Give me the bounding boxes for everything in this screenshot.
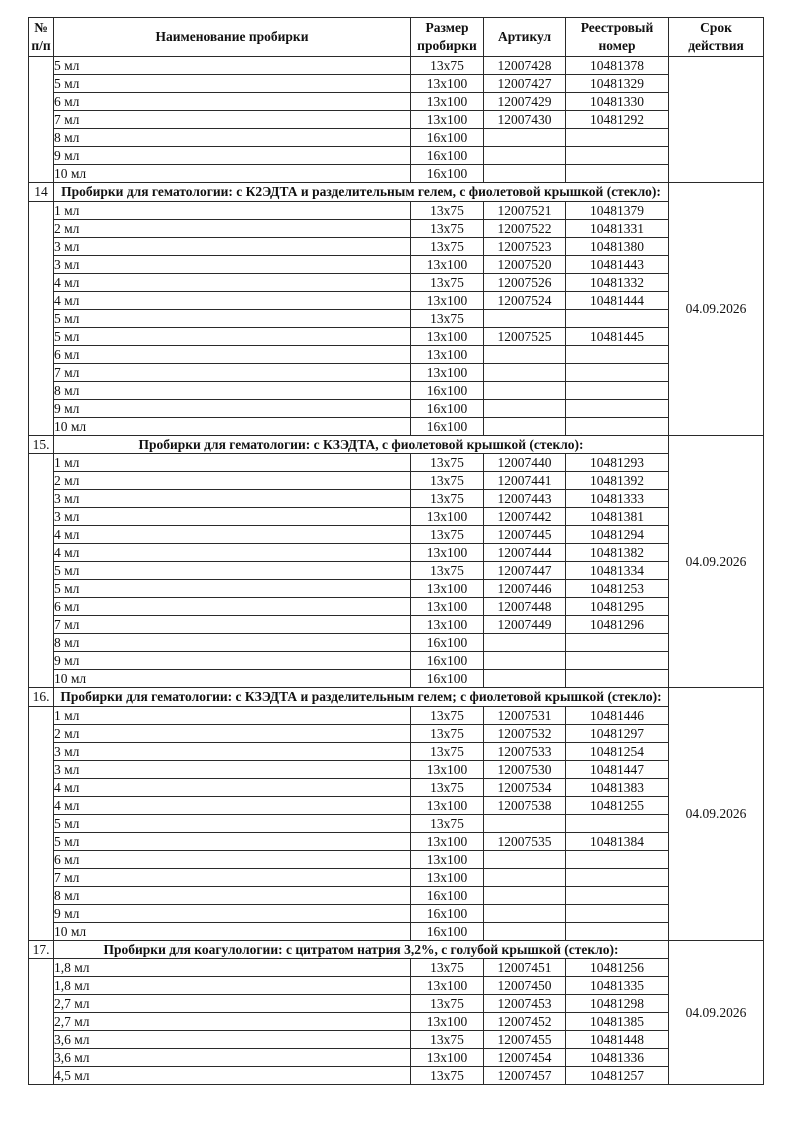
tube-name-cell: 1,8 мл — [54, 959, 411, 977]
tube-size-cell: 16x100 — [411, 165, 484, 183]
article-cell: 12007450 — [484, 977, 566, 995]
article-cell: 12007535 — [484, 832, 566, 850]
tube-size-cell: 13x100 — [411, 363, 484, 381]
section-number-cell: 15. — [29, 435, 54, 454]
table-row — [29, 57, 764, 75]
tube-name-cell: 1,8 мл — [54, 977, 411, 995]
article-cell: 12007522 — [484, 219, 566, 237]
tube-name-cell: 9 мл — [54, 399, 411, 417]
tube-size-cell: 13x75 — [411, 959, 484, 977]
tube-name-cell: 3 мл — [54, 508, 411, 526]
article-cell: 12007429 — [484, 93, 566, 111]
registry-cell: 10481298 — [566, 995, 669, 1013]
tube-name-cell: 6 мл — [54, 93, 411, 111]
table-row — [29, 1013, 764, 1031]
article-cell: 12007442 — [484, 508, 566, 526]
table-row — [29, 598, 764, 616]
row-number-cell — [29, 454, 54, 688]
tube-size-cell: 13x75 — [411, 1031, 484, 1049]
article-cell — [484, 886, 566, 904]
article-cell — [484, 381, 566, 399]
tube-size-cell: 13x75 — [411, 237, 484, 255]
article-cell: 12007449 — [484, 616, 566, 634]
section-title-cell: Пробирки для гематологии: с КЗЭДТА, с фиолетовой крышкой (стекло): — [54, 435, 669, 454]
tube-size-cell: 13x100 — [411, 616, 484, 634]
article-cell — [484, 363, 566, 381]
tube-size-cell: 13x100 — [411, 291, 484, 309]
table-row — [29, 959, 764, 977]
article-cell: 12007440 — [484, 454, 566, 472]
article-cell: 12007454 — [484, 1049, 566, 1067]
tube-name-cell: 7 мл — [54, 616, 411, 634]
table-row — [29, 75, 764, 93]
tube-name-cell: 2,7 мл — [54, 995, 411, 1013]
validity-cell — [669, 57, 764, 183]
article-cell — [484, 417, 566, 435]
row-number-cell — [29, 959, 54, 1085]
table-row — [29, 147, 764, 165]
tube-size-cell: 13x100 — [411, 327, 484, 345]
registry-cell: 10481293 — [566, 454, 669, 472]
tube-name-cell: 5 мл — [54, 57, 411, 75]
registry-cell: 10481446 — [566, 706, 669, 724]
table-row — [29, 129, 764, 147]
validity-cell: 04.09.2026 — [669, 688, 764, 941]
tube-name-cell: 8 мл — [54, 381, 411, 399]
registry-cell: 10481443 — [566, 255, 669, 273]
article-cell — [484, 814, 566, 832]
tube-size-cell: 13x75 — [411, 273, 484, 291]
table-row — [29, 995, 764, 1013]
tube-size-cell: 16x100 — [411, 922, 484, 940]
table-row — [29, 472, 764, 490]
registry-cell: 10481380 — [566, 237, 669, 255]
registry-cell: 10481447 — [566, 760, 669, 778]
tube-size-cell: 13x75 — [411, 219, 484, 237]
table-row — [29, 886, 764, 904]
section-number-cell: 16. — [29, 688, 54, 707]
validity-cell: 04.09.2026 — [669, 940, 764, 1085]
section-title-cell: Пробирки для гематологии: с КЗЭДТА и разделительным гелем; с фиолетовой крышкой (стекло): — [54, 688, 669, 707]
table-row — [29, 255, 764, 273]
registry-cell: 10481255 — [566, 796, 669, 814]
tube-name-cell: 9 мл — [54, 147, 411, 165]
table-row — [29, 796, 764, 814]
tube-name-cell: 4 мл — [54, 778, 411, 796]
registry-cell — [566, 399, 669, 417]
registry-cell — [566, 129, 669, 147]
registry-cell: 10481295 — [566, 598, 669, 616]
table-row — [29, 273, 764, 291]
registry-cell — [566, 850, 669, 868]
section-title-cell: Пробирки для гематологии: с К2ЭДТА и разделительным гелем, с фиолетовой крышкой (стекло): — [54, 183, 669, 202]
tube-size-cell: 13x75 — [411, 309, 484, 327]
tube-name-cell: 5 мл — [54, 814, 411, 832]
table-row — [29, 742, 764, 760]
tube-name-cell: 3 мл — [54, 742, 411, 760]
registry-cell: 10481378 — [566, 57, 669, 75]
table-row — [29, 1067, 764, 1085]
table-row — [29, 237, 764, 255]
registry-cell: 10481336 — [566, 1049, 669, 1067]
article-cell: 12007530 — [484, 760, 566, 778]
registry-cell — [566, 309, 669, 327]
tube-size-cell: 13x75 — [411, 490, 484, 508]
tube-size-cell: 13x100 — [411, 868, 484, 886]
tube-size-cell: 13x75 — [411, 742, 484, 760]
tube-size-cell: 16x100 — [411, 381, 484, 399]
tube-size-cell: 16x100 — [411, 634, 484, 652]
article-cell: 12007533 — [484, 742, 566, 760]
registry-cell: 10481331 — [566, 219, 669, 237]
registry-cell — [566, 634, 669, 652]
table-row — [29, 381, 764, 399]
validity-cell: 04.09.2026 — [669, 435, 764, 688]
header-size: Размер пробирки — [411, 18, 484, 57]
article-cell: 12007441 — [484, 472, 566, 490]
table-row — [29, 526, 764, 544]
tube-size-cell: 16x100 — [411, 129, 484, 147]
tube-size-cell: 13x100 — [411, 760, 484, 778]
article-cell — [484, 922, 566, 940]
tube-size-cell: 13x100 — [411, 598, 484, 616]
registry-cell: 10481384 — [566, 832, 669, 850]
registry-cell — [566, 381, 669, 399]
tube-size-cell: 13x100 — [411, 111, 484, 129]
table-row — [29, 201, 764, 219]
section-title-row — [29, 940, 764, 959]
tube-size-cell: 16x100 — [411, 670, 484, 688]
tube-size-cell: 13x100 — [411, 580, 484, 598]
tube-name-cell: 3 мл — [54, 237, 411, 255]
registry-cell: 10481330 — [566, 93, 669, 111]
tube-name-cell: 10 мл — [54, 670, 411, 688]
registry-cell: 10481329 — [566, 75, 669, 93]
article-cell: 12007448 — [484, 598, 566, 616]
registry-cell — [566, 670, 669, 688]
table-row — [29, 616, 764, 634]
tube-size-cell: 13x100 — [411, 345, 484, 363]
table-row — [29, 562, 764, 580]
table-row — [29, 904, 764, 922]
article-cell — [484, 904, 566, 922]
table-row — [29, 1049, 764, 1067]
registry-cell: 10481296 — [566, 616, 669, 634]
article-cell — [484, 399, 566, 417]
article-cell: 12007457 — [484, 1067, 566, 1085]
section-number-cell: 14 — [29, 183, 54, 202]
tube-name-cell: 3 мл — [54, 490, 411, 508]
tube-size-cell: 13x100 — [411, 1013, 484, 1031]
tube-name-cell: 6 мл — [54, 345, 411, 363]
article-cell — [484, 652, 566, 670]
tube-name-cell: 3 мл — [54, 760, 411, 778]
tube-size-cell: 16x100 — [411, 904, 484, 922]
tube-name-cell: 8 мл — [54, 129, 411, 147]
table-row — [29, 760, 764, 778]
article-cell: 12007531 — [484, 706, 566, 724]
tube-name-cell: 1 мл — [54, 201, 411, 219]
tube-size-cell: 13x75 — [411, 724, 484, 742]
tube-name-cell: 4 мл — [54, 526, 411, 544]
article-cell: 12007532 — [484, 724, 566, 742]
registry-cell — [566, 814, 669, 832]
tube-size-cell: 13x100 — [411, 544, 484, 562]
article-cell — [484, 147, 566, 165]
tube-name-cell: 9 мл — [54, 652, 411, 670]
article-cell: 12007427 — [484, 75, 566, 93]
row-number-cell — [29, 706, 54, 940]
registry-cell: 10481382 — [566, 544, 669, 562]
article-cell: 12007534 — [484, 778, 566, 796]
tube-name-cell: 4 мл — [54, 291, 411, 309]
table-row — [29, 922, 764, 940]
table-row — [29, 111, 764, 129]
tube-name-cell: 4 мл — [54, 796, 411, 814]
article-cell — [484, 309, 566, 327]
tube-name-cell: 2 мл — [54, 724, 411, 742]
tube-name-cell: 9 мл — [54, 904, 411, 922]
tube-size-cell: 16x100 — [411, 399, 484, 417]
tube-name-cell: 1 мл — [54, 454, 411, 472]
article-cell: 12007444 — [484, 544, 566, 562]
article-cell — [484, 634, 566, 652]
table-row — [29, 544, 764, 562]
tube-name-cell: 5 мл — [54, 327, 411, 345]
tube-name-cell: 6 мл — [54, 598, 411, 616]
table-row — [29, 508, 764, 526]
table-row — [29, 291, 764, 309]
tube-size-cell: 13x75 — [411, 562, 484, 580]
header-num: № п/п — [29, 18, 54, 57]
registry-cell — [566, 886, 669, 904]
tube-name-cell: 4,5 мл — [54, 1067, 411, 1085]
header-registry: Реестровый номер — [566, 18, 669, 57]
tube-name-cell: 10 мл — [54, 922, 411, 940]
table-row — [29, 93, 764, 111]
registry-cell: 10481256 — [566, 959, 669, 977]
registry-cell — [566, 345, 669, 363]
registry-cell: 10481385 — [566, 1013, 669, 1031]
registry-cell: 10481292 — [566, 111, 669, 129]
tube-size-cell: 16x100 — [411, 652, 484, 670]
tube-size-cell: 13x100 — [411, 93, 484, 111]
tube-size-cell: 13x75 — [411, 57, 484, 75]
registry-cell: 10481332 — [566, 273, 669, 291]
tube-size-cell: 13x100 — [411, 255, 484, 273]
tube-name-cell: 7 мл — [54, 111, 411, 129]
article-cell: 12007525 — [484, 327, 566, 345]
table-row — [29, 850, 764, 868]
table-row — [29, 706, 764, 724]
section-title-cell: Пробирки для коагулологии: с цитратом натрия 3,2%, с голубой крышкой (стекло): — [54, 940, 669, 959]
row-number-cell — [29, 57, 54, 183]
registry-cell: 10481257 — [566, 1067, 669, 1085]
tube-name-cell: 2 мл — [54, 219, 411, 237]
tube-size-cell: 13x100 — [411, 75, 484, 93]
registry-cell: 10481297 — [566, 724, 669, 742]
registry-cell: 10481333 — [566, 490, 669, 508]
article-cell — [484, 129, 566, 147]
article-cell: 12007521 — [484, 201, 566, 219]
registry-cell — [566, 147, 669, 165]
table-header — [29, 18, 764, 57]
registry-cell: 10481383 — [566, 778, 669, 796]
tube-name-cell: 2 мл — [54, 472, 411, 490]
section-title-row — [29, 435, 764, 454]
table-row — [29, 580, 764, 598]
article-cell — [484, 868, 566, 886]
article-cell: 12007452 — [484, 1013, 566, 1031]
article-cell — [484, 345, 566, 363]
tube-size-cell: 13x75 — [411, 472, 484, 490]
document-page — [0, 17, 800, 1148]
article-cell: 12007447 — [484, 562, 566, 580]
article-cell — [484, 850, 566, 868]
tubes-table — [28, 17, 764, 1085]
section-number-cell: 17. — [29, 940, 54, 959]
tube-size-cell: 16x100 — [411, 886, 484, 904]
article-cell: 12007520 — [484, 255, 566, 273]
tube-name-cell: 4 мл — [54, 544, 411, 562]
tube-name-cell: 3,6 мл — [54, 1049, 411, 1067]
article-cell: 12007451 — [484, 959, 566, 977]
row-number-cell — [29, 201, 54, 435]
registry-cell — [566, 417, 669, 435]
table-row — [29, 778, 764, 796]
tube-name-cell: 7 мл — [54, 868, 411, 886]
registry-cell — [566, 363, 669, 381]
registry-cell — [566, 652, 669, 670]
tube-size-cell: 13x75 — [411, 778, 484, 796]
article-cell: 12007526 — [484, 273, 566, 291]
table-row — [29, 219, 764, 237]
article-cell — [484, 670, 566, 688]
article-cell: 12007446 — [484, 580, 566, 598]
registry-cell: 10481253 — [566, 580, 669, 598]
validity-cell: 04.09.2026 — [669, 183, 764, 436]
table-row — [29, 977, 764, 995]
table-row — [29, 868, 764, 886]
table-row — [29, 454, 764, 472]
table-row — [29, 417, 764, 435]
registry-cell: 10481444 — [566, 291, 669, 309]
tube-size-cell: 13x75 — [411, 706, 484, 724]
tube-name-cell: 7 мл — [54, 363, 411, 381]
registry-cell — [566, 922, 669, 940]
table-row — [29, 652, 764, 670]
article-cell: 12007453 — [484, 995, 566, 1013]
tube-name-cell: 8 мл — [54, 886, 411, 904]
section-title-row — [29, 183, 764, 202]
article-cell: 12007428 — [484, 57, 566, 75]
table-body — [29, 57, 764, 1085]
article-cell: 12007455 — [484, 1031, 566, 1049]
tube-size-cell: 13x75 — [411, 526, 484, 544]
tube-size-cell: 13x100 — [411, 850, 484, 868]
tube-size-cell: 13x100 — [411, 832, 484, 850]
article-cell: 12007445 — [484, 526, 566, 544]
article-cell: 12007524 — [484, 291, 566, 309]
article-cell: 12007443 — [484, 490, 566, 508]
article-cell: 12007538 — [484, 796, 566, 814]
header-validity: Срок действия — [669, 18, 764, 57]
tube-name-cell: 5 мл — [54, 309, 411, 327]
registry-cell: 10481392 — [566, 472, 669, 490]
table-row — [29, 832, 764, 850]
header-article: Артикул — [484, 18, 566, 57]
table-row — [29, 345, 764, 363]
tube-name-cell: 3,6 мл — [54, 1031, 411, 1049]
registry-cell: 10481381 — [566, 508, 669, 526]
table-row — [29, 724, 764, 742]
table-row — [29, 814, 764, 832]
header-name: Наименование пробирки — [54, 18, 411, 57]
article-cell: 12007430 — [484, 111, 566, 129]
tube-size-cell: 13x100 — [411, 508, 484, 526]
table-row — [29, 165, 764, 183]
tube-size-cell: 13x75 — [411, 1067, 484, 1085]
table-row — [29, 670, 764, 688]
tube-size-cell: 13x75 — [411, 814, 484, 832]
tube-size-cell: 13x100 — [411, 977, 484, 995]
article-cell: 12007523 — [484, 237, 566, 255]
table-row — [29, 309, 764, 327]
tube-size-cell: 13x100 — [411, 1049, 484, 1067]
registry-cell: 10481379 — [566, 201, 669, 219]
tube-name-cell: 3 мл — [54, 255, 411, 273]
tube-name-cell: 10 мл — [54, 417, 411, 435]
tube-name-cell: 1 мл — [54, 706, 411, 724]
tube-size-cell: 16x100 — [411, 417, 484, 435]
table-row — [29, 399, 764, 417]
registry-cell: 10481254 — [566, 742, 669, 760]
tube-name-cell: 2,7 мл — [54, 1013, 411, 1031]
tube-name-cell: 5 мл — [54, 580, 411, 598]
tube-name-cell: 5 мл — [54, 75, 411, 93]
tube-size-cell: 13x75 — [411, 995, 484, 1013]
registry-cell: 10481334 — [566, 562, 669, 580]
registry-cell: 10481294 — [566, 526, 669, 544]
section-title-row — [29, 688, 764, 707]
tube-size-cell: 13x100 — [411, 796, 484, 814]
tube-name-cell: 4 мл — [54, 273, 411, 291]
registry-cell — [566, 868, 669, 886]
header-row — [29, 18, 764, 57]
registry-cell: 10481448 — [566, 1031, 669, 1049]
tube-name-cell: 10 мл — [54, 165, 411, 183]
tube-name-cell: 5 мл — [54, 562, 411, 580]
table-row — [29, 490, 764, 508]
tube-size-cell: 13x75 — [411, 454, 484, 472]
tube-name-cell: 8 мл — [54, 634, 411, 652]
tube-name-cell: 5 мл — [54, 832, 411, 850]
article-cell — [484, 165, 566, 183]
tube-size-cell: 16x100 — [411, 147, 484, 165]
registry-cell — [566, 165, 669, 183]
table-row — [29, 363, 764, 381]
table-row — [29, 327, 764, 345]
registry-cell: 10481335 — [566, 977, 669, 995]
tube-name-cell: 6 мл — [54, 850, 411, 868]
table-row — [29, 1031, 764, 1049]
registry-cell: 10481445 — [566, 327, 669, 345]
registry-cell — [566, 904, 669, 922]
table-row — [29, 634, 764, 652]
tube-size-cell: 13x75 — [411, 201, 484, 219]
